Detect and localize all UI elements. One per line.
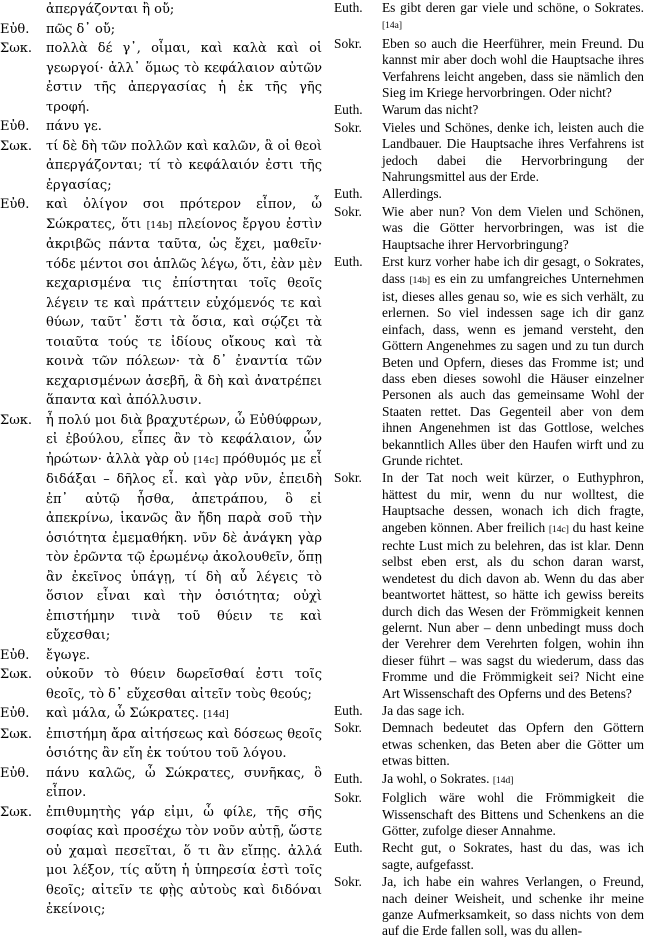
speech-text: Folglich wäre wohl die Frömmigkeit die Wissenschaft des Bittens und Schenkens an die Götter, zufolge dieser Annahme. (382, 790, 644, 838)
speech-text (46, 411, 322, 646)
speech-text: τί δὲ δὴ τῶν πολλῶν καὶ καλῶν, ἃ οἱ θεοὶ ἀπεργάζονται; τί τὸ κεφάλαιόν ἐστι τῆς ἐργασίας; (46, 138, 322, 193)
speaker-label: Εὐθ. (0, 765, 30, 781)
dialogue-entry (334, 874, 644, 940)
speech-text: ἐπιστήμη ἄρα αἰτήσεως καὶ δόσεως θεοῖς ὁσιότης ἂν εἴη ἐκ τούτου τοῦ λόγου. (46, 726, 322, 761)
speech-segment: es ein zu umfangreiches Unternehmen ist, dieses alles genau so, wie es sich verhält, zu erlernen. So viel indessen sage ich dir ganz einfach, dass, wenn es jemand versteht, den Göttern Angenehmes zu sagen und zu tun durch Beten und Opfern, dieses das Fromme ist; und dass eben dieses sowohl die Häuser einzelner Personen als auch das gemeinsame Wohl der Staaten rettet. Das Gegenteil aber von dem ihnen Angenehmen ist das Gottlose, welches bekanntlich Alles über den Haufen wirft und zu Grunde richtet. (382, 270, 644, 468)
speech-text: Recht gut, o Sokrates, hast du das, was ich sagte, aufgefasst. (382, 840, 644, 872)
speaker-label: Euth. (334, 254, 363, 270)
speaker-label: Εὐθ. (0, 119, 30, 134)
speaker-label: Euth. (334, 703, 363, 719)
dialogue-entry (334, 790, 644, 839)
dialogue-entry (334, 0, 644, 35)
speaker-label: Εὐθ. (0, 706, 30, 721)
dialogue-entry (334, 254, 644, 469)
stephanus-reference: [14d] (492, 775, 514, 786)
speech-text: Warum das nicht? (382, 102, 479, 118)
speech-text: οὐκοῦν τὸ θύειν δωρεῖσθαί ἐστι τοῖς θεοῖς, τὸ δ᾽ εὔχεσθαι αἰτεῖν τοὺς θεούς; (46, 667, 322, 702)
speaker-label: Sokr. (334, 470, 362, 486)
speaker-label: Euth. (334, 0, 363, 15)
dialogue-entry (0, 665, 322, 704)
dialogue-entry (334, 771, 644, 789)
speech-text: πάνυ γε. (46, 119, 102, 134)
dialogue-entry (334, 120, 644, 186)
dialogue-entry (0, 195, 322, 411)
stephanus-reference: [14c] (548, 524, 569, 535)
speaker-label: Σωκ. (0, 804, 33, 820)
speech-text (46, 195, 322, 411)
speaker-label: Εὐθ. (0, 197, 30, 212)
speaker-label: Sokr. (334, 35, 362, 51)
stephanus-reference: [14b] (146, 219, 173, 231)
speech-text: Vieles und Schönes, denke ich, leisten auch die Landbauer. Die Hauptsache ihres Verfahrens ist jedoch dabei die Hervorbringung der Nahrungsmittel aus der Erde. (382, 119, 644, 185)
speech-segment: Ja wohl, o Sokrates. (382, 770, 493, 786)
speaker-label: Σωκ. (0, 412, 33, 428)
dialogue-entry (0, 137, 322, 196)
speaker-label: Εὐθ. (0, 21, 30, 37)
continuation-line: ἀπεργάζονται ἢ οὔ; (46, 2, 175, 17)
dialogue-entry (0, 646, 322, 666)
speech-text: Ja das sage ich. (382, 703, 465, 719)
speaker-label: Εὐθ. (0, 647, 30, 663)
speech-segment: Es gibt deren gar viele und schöne, o Sokrates. (382, 0, 644, 15)
speaker-label: Σωκ. (0, 726, 33, 742)
speech-segment: Erst kurz vorher habe ich dir gesagt, o Sokrates, dass (382, 254, 644, 286)
german-translation-column (334, 0, 644, 941)
speaker-label: Sokr. (334, 119, 362, 135)
dialogue-entry (0, 725, 322, 764)
speaker-label: Sokr. (334, 790, 362, 806)
speech-segment: πλείονος ἔργου ἐστὶν ἀκριβῶς πάντα ταῦτα, ὡς ἔχει, μαθεῖν· τόδε μέντοι σοι ἁπλῶς λέγω, ὅτι, ἐὰν μὲν κεχαρισμένα τις ἐπίστηται τοῖς θεοῖς λέγειν τε καὶ πράττειν εὐχόμενός τε καὶ θύων, ταῦτ᾽ ἔστι τὰ ὅσια, καὶ σῴζει τὰ τοιαῦτα τούς τε ἰδίους οἴκους καὶ τὰ κοινὰ τῶν πόλεων· τὰ δ᾽ ἐναντία τῶν κεχαρισμένων ἀσεβῆ, ἃ δὴ καὶ ἀνατρέπει ἅπαντα καὶ ἀπόλλυσιν. (46, 216, 322, 408)
speech-text (382, 771, 644, 789)
speech-text: Eben so auch die Heerführer, mein Freund. Du kannst mir aber doch wohl die Hauptsache ihres Verfahrens leicht angeben, dass sie nämlich den Sieg im Kriege hervorbringen. Oder nicht? (382, 35, 644, 101)
dialogue-entry (334, 703, 644, 719)
speech-text: πάνυ καλῶς, ὦ Σώκρατες, συνῆκας, ὃ εἶπον. (46, 765, 322, 800)
speech-segment: καὶ μάλα, ὦ Σώκρατες. (46, 706, 204, 721)
speech-segment: καὶ ὀλίγον σοι πρότερον εἶπον, ὦ Σώκρατες, ὅτι (46, 197, 322, 232)
dialogue-entry (334, 36, 644, 102)
speaker-label: Σωκ. (0, 41, 33, 56)
speech-text (382, 470, 644, 702)
speaker-label: Euth. (334, 770, 363, 786)
speech-text: ἔγωγε. (46, 647, 90, 663)
speech-segment: du hast keine rechte Lust mich zu belehren, das ist klar. Denn selbst eben erst, als du schon daran warst, wendetest du dich davon ab. Wenn du das aber beantwortet hättest, so hätte ich gewiss bereits durch dich das Wesen der Frömmigkeit kennen gelernt. Nun aber – denn unbedingt muss doch der Verehrer dem Verehrten folgen, wohin ihn dieser führt – was sagst du wiederum, dass das Fromme und die Frömmigkeit sei? Nicht eine Art Wissenschaft des Opferns und des Betens? (382, 519, 644, 701)
dialogue-entry (334, 102, 644, 118)
speech-segment: In der Tat noch weit kürzer, o Euthyphron, hättest du mir, wenn du nur wolltest, die Hauptsache dessen, wonach ich dich fragte, angeben können. Aber freilich (382, 470, 644, 535)
dialogue-entry (0, 411, 322, 646)
stephanus-reference: [14b] (409, 275, 431, 286)
dialogue-entry (0, 20, 322, 40)
dialogue-entry (0, 803, 322, 920)
speaker-label: Σωκ. (0, 138, 33, 154)
speech-text: πολλὰ δέ γ᾽, οἶμαι, καὶ καλὰ καὶ οἱ γεωργοί· ἀλλ᾽ ὅμως τὸ κεφάλαιον αὐτῶν ἐστιν τῆς ἀπεργασίας ἡ ἐκ τῆς γῆς τροφή. (46, 41, 322, 115)
dialogue-entry (334, 186, 644, 202)
stephanus-reference: [14d] (203, 709, 229, 720)
speaker-label: Euth. (334, 102, 363, 118)
speech-text (382, 0, 644, 35)
speech-text: Wie aber nun? Von dem Vielen und Schönen, was die Götter hervorbringen, was ist die Hauptsache ihrer Hervorbringung? (382, 203, 644, 252)
dialogue-entry (0, 764, 322, 803)
speech-text: πῶς δ᾽ οὔ; (46, 21, 116, 37)
greek-text-column (0, 0, 322, 920)
speech-text: Demnach bedeutet das Opfern den Göttern etwas schenken, das Beten aber die Götter um etwas bitten. (382, 720, 644, 769)
stephanus-reference: [14a] (382, 21, 403, 32)
speech-text (46, 704, 322, 725)
dialogue-entry (0, 39, 322, 117)
dialogue-entry (334, 720, 644, 769)
dialogue-entry (334, 470, 644, 702)
dialogue-entry (334, 204, 644, 253)
speech-text: Allerdings. (382, 186, 442, 202)
speaker-label: Sokr. (334, 720, 362, 736)
speech-text: ἐπιθυμητὴς γάρ εἰμι, ὦ φίλε, τῆς σῆς σοφίας καὶ προσέχω τὸν νοῦν αὐτῇ, ὥστε οὐ χαμαὶ πεσεῖται, ὅ τι ἂν εἴπῃς. ἀλλά μοι λέξον, τίς αὕτη ἡ ὑπηρεσία ἐστὶ τοῖς θεοῖς; αἰτεῖν τε φῂς αὐτοὺς καὶ διδόναι ἐκείνοις; (46, 804, 322, 917)
dialogue-entry (0, 704, 322, 725)
speaker-label: Euth. (334, 840, 363, 856)
speaker-label: Sokr. (334, 874, 362, 890)
speaker-label: Σωκ. (0, 667, 33, 682)
speech-text (382, 254, 644, 469)
speaker-label: Sokr. (334, 203, 362, 219)
dialogue-entry (334, 840, 644, 873)
dialogue-entry (0, 117, 322, 137)
speaker-label: Euth. (334, 186, 363, 202)
speech-text: Ja, ich habe ein wahres Verlangen, o Freund, nach deiner Weisheit, und schenke ihr meine ganze Aufmerksamkeit, so dass nichts von dem auf die Erde fallen soll, was du allen- (382, 874, 644, 939)
speech-segment: πρόθυμός με εἶ διδάξαι – δῆλος εἶ. καὶ γὰρ νῦν, ἐπειδὴ ἐπ᾽ αὐτῷ ἦσθα, ἀπετράπου, ὃ εἰ ἀπεκρίνω, ἱκανῶς ἂν ἤδη παρὰ σοῦ τὴν ὁσιότητα ἐμεμαθήκη. νῦν δὲ ἀνάγκη γὰρ τὸν ἐρῶντα τῷ ἐρωμένῳ ἀκολουθεῖν, ὅπῃ ἂν ἐκεῖνος ὑπάγῃ, τί δὴ αὖ λέγεις τὸ ὅσιον εἶναι καὶ τὴν ὁσιότητα; οὐχὶ ἐπιστήμην τινὰ τοῦ θύειν τε καὶ εὔχεσθαι; (46, 451, 322, 643)
stephanus-reference: [14c] (193, 454, 219, 466)
speech-segment: ἦ πολύ μοι διὰ βραχυτέρων, ὦ Εὐθύφρων, εἰ ἐβούλου, εἶπες ἂν τὸ κεφάλαιον, ὧν ἠρώτων· ἀλλὰ γὰρ οὐ (46, 412, 322, 467)
